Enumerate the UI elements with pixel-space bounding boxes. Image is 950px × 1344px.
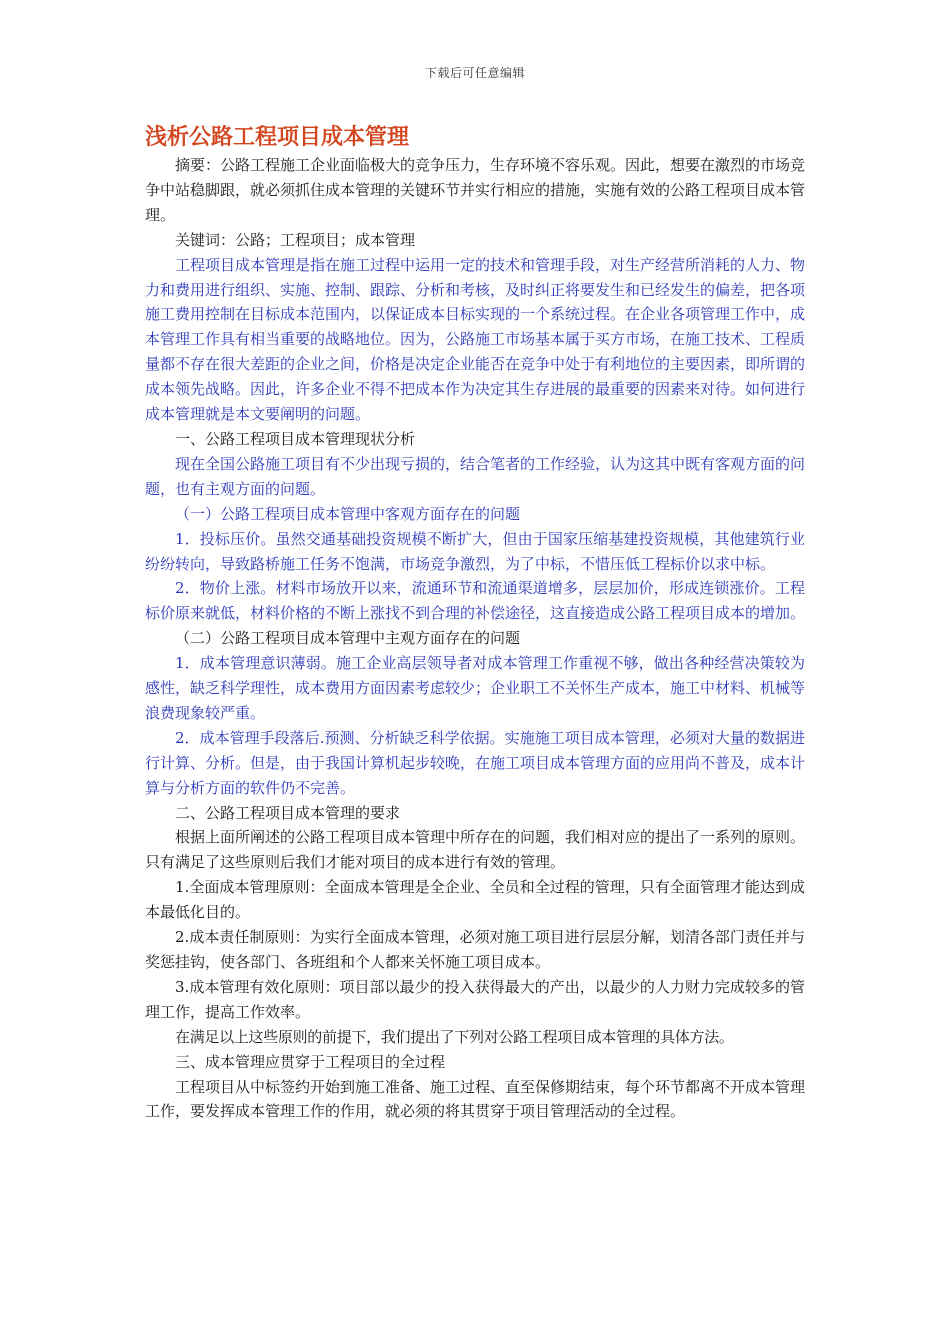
- subsection-heading-1-1: （一）公路工程项目成本管理中客观方面存在的问题: [175, 504, 521, 523]
- subsection-heading-1-2: （二）公路工程项目成本管理中主观方面存在的问题: [175, 629, 521, 648]
- section-1-paragraph: 现在全国公路施工项目有不少出现亏损的，结合笔者的工作经验，认为这其中既有客观方面的问题，也有主观方面的问题。: [145, 454, 806, 498]
- principle-3: 3.成本管理有效化原则：项目部以最少的投入获得最大的产出，以最少的人力财力完成较多的管理工作，提高工作效率。: [145, 977, 805, 1021]
- abstract-paragraph: 摘要：公路工程施工企业面临极大的竞争压力，生存环境不容乐观。因此，想要在激烈的市场竞争中站稳脚跟，就必须抓住成本管理的关键环节并实行相应的措施，实施有效的公路工程项目成本管理。: [145, 156, 806, 224]
- section-heading-1: 一、公路工程项目成本管理现状分析: [175, 429, 416, 448]
- keywords-line: 关键词：公路；工程项目；成本管理: [175, 230, 416, 249]
- objective-issue-2: 2．物价上涨。材料市场放开以来，流通环节和流通渠道增多，层层加价，形成连锁涨价。工程标价原来就低，材料价格的不断上涨找不到合理的补偿途径，这直接造成公路工程项目成本的增加。: [145, 579, 806, 623]
- intro-paragraph: 工程项目成本管理是指在施工过程中运用一定的技术和管理手段，对生产经营所消耗的人力、物力和费用进行组织、实施、控制、跟踪、分析和考核，及时纠正将要发生和已经发生的偏差，把各项施工费用控制在目标成本范围内，以保证成本目标实现的一个系统过程。在企业各项管理工作中，成本管理工作具有相当重要的战略地位。因为，公路施工市场基本属于买方市场，在施工技术、工程质量都不存在很大差距的企业之间，价格是决定企业能否在竞争中处于有利地位的主要因素，即所谓的成本领先战略。因此，许多企业不得不把成本作为决定其生存进展的最重要的因素来对待。如何进行成本管理就是本文要阐明的问题。: [145, 255, 806, 424]
- subjective-issue-2: 2．成本管理手段落后.预测、分析缺乏科学依据。实施施工项目成本管理，必须对大量的数据进行计算、分析。但是，由于我国计算机起步较晚，在施工项目成本管理方面的应用尚不普及，成本计算与分析方面的软件仍不完善。: [145, 728, 806, 797]
- article-title: 浅析公路工程项目成本管理: [145, 125, 410, 150]
- section-heading-3: 三、成本管理应贯穿于工程项目的全过程: [175, 1052, 446, 1071]
- section-2-paragraph: 根据上面所阐述的公路工程项目成本管理中所存在的问题，我们相对应的提出了一系列的原则。只有满足了这些原则后我们才能对项目的成本进行有效的管理。: [145, 828, 806, 872]
- article: [145, 123, 805, 1124]
- page-header-note: 下载后可任意编辑: [424, 66, 525, 80]
- principle-1: 1.全面成本管理原则：全面成本管理是全企业、全员和全过程的管理，只有全面管理才能达到成本最低化目的。: [145, 878, 805, 922]
- section-3-paragraph: 工程项目从中标签约开始到施工准备、施工过程、直至保修期结束，每个环节都离不开成本管理工作，要发挥成本管理工作的作用，就必须的将其贯穿于项目管理活动的全过程。: [145, 1077, 806, 1121]
- section-heading-2: 二、公路工程项目成本管理的要求: [175, 803, 401, 822]
- objective-issue-1: 1．投标压价。虽然交通基础投资规模不断扩大，但由于国家压缩基建投资规模，其他建筑行业纷纷转向，导致路桥施工任务不饱满，市场竞争激烈，为了中标，不惜压低工程标价以求中标。: [145, 529, 805, 573]
- methods-intro-line: 在满足以上这些原则的前提下，我们提出了下列对公路工程项目成本管理的具体方法。: [175, 1027, 734, 1046]
- principle-2: 2.成本责任制原则：为实行全面成本管理，必须对施工项目进行层层分解，划清各部门责任并与奖惩挂钩，使各部门、各班组和个人都来关怀施工项目成本。: [145, 928, 805, 971]
- subjective-issue-1: 1．成本管理意识薄弱。施工企业高层领导者对成本管理工作重视不够，做出各种经营决策较为感性，缺乏科学理性，成本费用方面因素考虑较少；企业职工不关怀生产成本，施工中材料、机械等浪费现象较严重。: [145, 654, 806, 722]
